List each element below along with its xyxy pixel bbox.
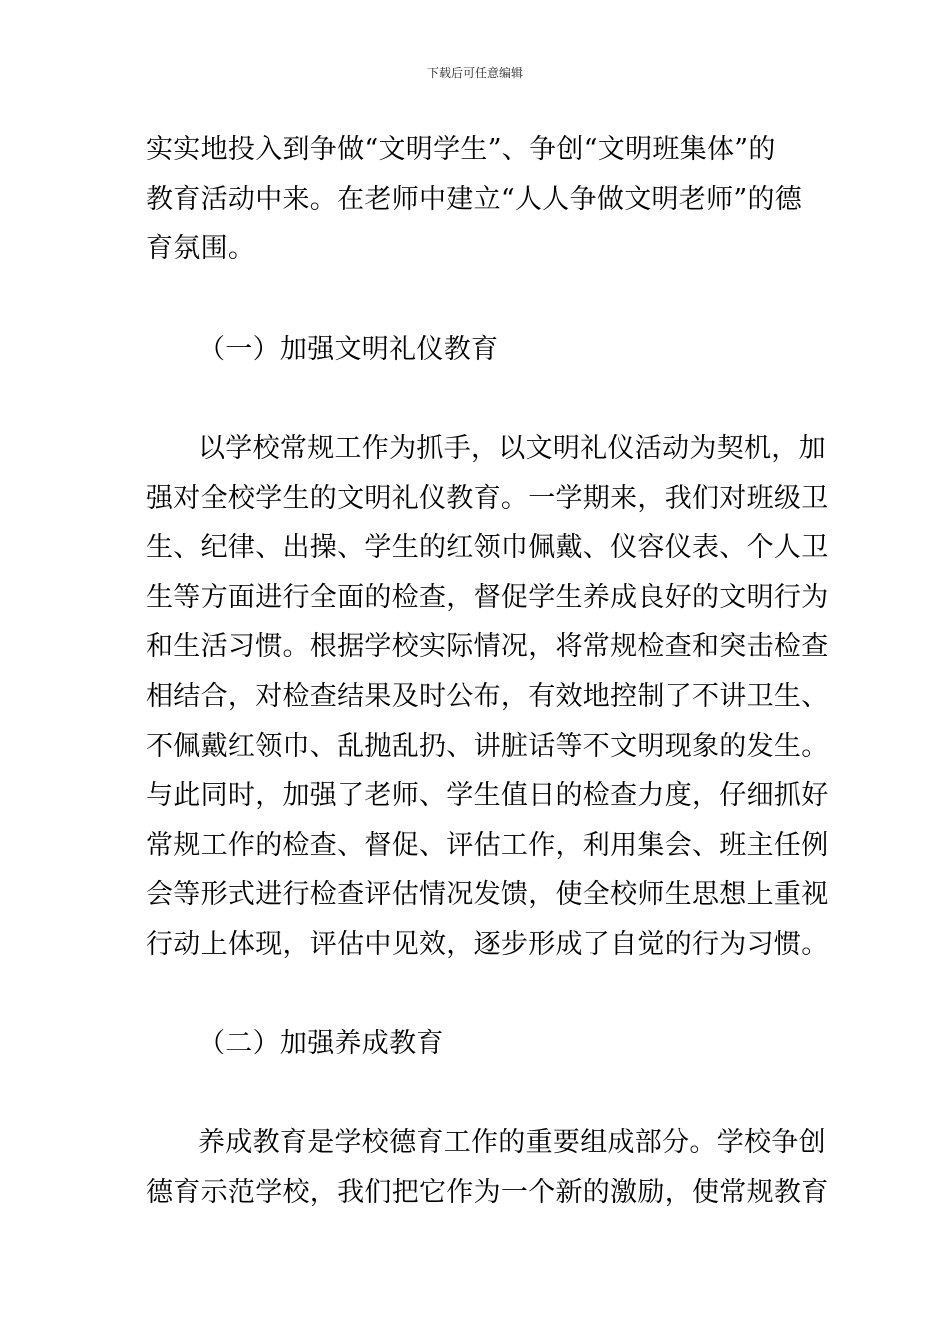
paragraph-line: 会等形式进行检查评估情况发馈，使全校师生思想上重视: [146, 879, 829, 910]
paragraph-line: 生、纪律、出操、学生的红领巾佩戴、仪容仪表、个人卫: [146, 532, 829, 563]
paragraph-line: 德育示范学校，我们把它作为一个新的激励，使常规教育: [146, 1177, 829, 1208]
paragraph-line: 实实地投入到争做“文明学生”、争创“文明班集体”的: [146, 134, 776, 165]
paragraph-line: 常规工作的检查、督促、评估工作，利用集会、班主任例: [146, 830, 829, 861]
paragraph-line: 与此同时，加强了老师、学生值日的检查力度，仔细抓好: [146, 780, 829, 811]
paragraph-line: 行动上体现，评估中见效，逐步形成了自觉的行为习惯。: [146, 929, 829, 960]
paragraph-line: 以学校常规工作为抓手，以文明礼仪活动为契机，加: [198, 433, 826, 464]
section-heading: （二）加强养成教育: [198, 1028, 444, 1059]
paragraph-line: 相结合，对检查结果及时公布，有效地控制了不讲卫生、: [146, 681, 829, 712]
page-header: 下载后可任意编辑: [426, 66, 523, 80]
section-heading: （一）加强文明礼仪教育: [198, 334, 499, 365]
paragraph-line: 生等方面进行全面的检查，督促学生养成良好的文明行为: [146, 582, 829, 613]
paragraph-line: 和生活习惯。根据学校实际情况，将常规检查和突击检查: [146, 631, 829, 662]
paragraph-line: 育氛围。: [146, 233, 256, 264]
paragraph-line: 强对全校学生的文明礼仪教育。一学期来，我们对班级卫: [146, 483, 829, 514]
paragraph-line: 养成教育是学校德育工作的重要组成部分。学校争创: [198, 1127, 826, 1158]
paragraph-line: 不佩戴红领巾、乱抛乱扔、讲脏话等不文明现象的发生。: [146, 731, 829, 762]
paragraph-line: 教育活动中来。在老师中建立“人人争做文明老师”的德: [146, 184, 803, 215]
